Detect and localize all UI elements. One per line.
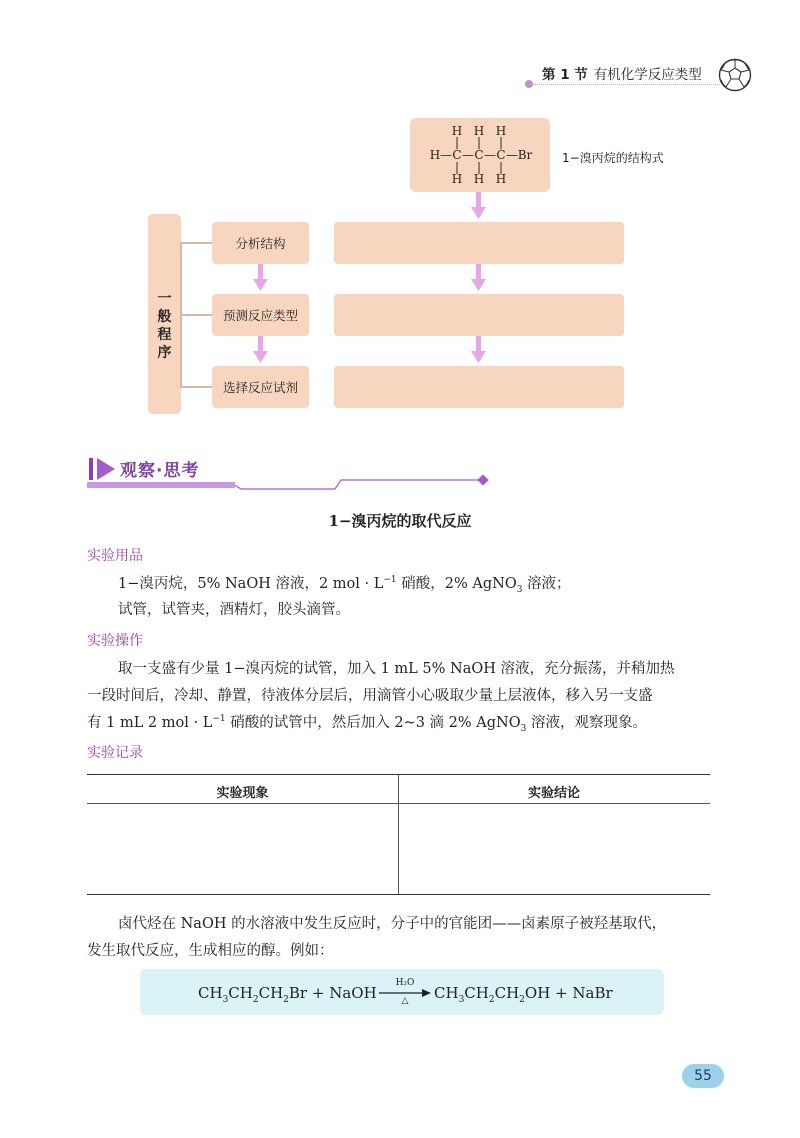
record-heading: 实验记录	[87, 745, 143, 761]
atom-c-2: C	[474, 148, 484, 162]
eq-r-sub2-b: 2	[283, 995, 289, 1005]
connector-2	[180, 314, 212, 316]
materials-heading: 实验用品	[87, 548, 143, 564]
equation-products	[434, 984, 613, 1005]
operation-line-3-sub: 3	[520, 723, 527, 734]
atom-br: Br	[517, 148, 533, 162]
atom-h-top-2: H	[473, 124, 485, 138]
eq-r-ch2-a: CH	[228, 984, 253, 1002]
eq-p-sub3: 3	[458, 995, 465, 1005]
materials-line-1-b: 硝酸，2% AgNO	[396, 576, 517, 592]
label-char-2: 般	[157, 309, 172, 325]
eq-p-ch3: CH	[434, 984, 459, 1002]
atom-h-top-3: H	[495, 124, 507, 138]
eq-plus-2: +	[550, 984, 573, 1002]
bond-h-2: —	[462, 148, 474, 162]
atom-h-bot-3: H	[495, 172, 507, 186]
section-title: 有机化学反应类型	[593, 67, 702, 83]
operation-line-1: 取一支盛有少量 1−溴丙烷的试管，加入 1 mL 5% NaOH 溶液，充分振荡，并稍加热	[118, 661, 675, 677]
eq-r-br: Br	[288, 984, 308, 1002]
arrow-left-1	[253, 264, 268, 291]
eq-nabr: NaBr	[572, 984, 613, 1002]
materials-line-1-sup: −1	[383, 575, 397, 586]
eq-condition-heat: △	[401, 996, 409, 1006]
paragraph-line-2: 发生取代反应，生成相应的醇。例如：	[87, 943, 334, 959]
general-procedure-label	[148, 290, 181, 362]
connector-3	[180, 386, 212, 388]
experiment-title: 1−溴丙烷的取代反应	[328, 512, 472, 530]
atom-c-1: C	[452, 148, 462, 162]
operation-heading: 实验操作	[87, 633, 143, 649]
equation-reactants	[198, 984, 377, 1005]
fullerene-icon	[718, 58, 752, 92]
bond-v-6: |	[498, 160, 504, 174]
col-header-phenomenon: 实验现象	[216, 786, 269, 801]
atom-h-bot-2: H	[473, 172, 485, 186]
step-choose-reagent: 选择反应试剂	[212, 366, 309, 408]
connector-1	[180, 242, 212, 244]
atom-h-top-1: H	[451, 124, 463, 138]
structure-caption: 1−溴丙烷的结构式	[562, 151, 664, 165]
label-char-4: 序	[157, 345, 172, 361]
materials-line-1-c: 溶液；	[522, 576, 571, 592]
eq-p-sub2-a: 2	[488, 995, 495, 1005]
eq-plus-1: +	[307, 984, 330, 1002]
eq-p-ch2-a: CH	[464, 984, 489, 1002]
answer-box-3	[334, 366, 624, 408]
eq-r-ch2-b: CH	[258, 984, 284, 1002]
operation-line-3-c: 溶液，观察现象。	[526, 715, 647, 731]
materials-line-1	[118, 572, 571, 595]
section-title-observe-think: 观察·思考	[120, 461, 200, 481]
bond-v-5: |	[476, 160, 482, 174]
arrow-right-1	[471, 264, 486, 291]
bond-v-1: |	[454, 135, 460, 149]
materials-line-1-a: 1−溴丙烷，5% NaOH 溶液，2 mol · L	[118, 576, 384, 592]
header-rule	[530, 84, 720, 85]
eq-p-ch2-b: CH	[494, 984, 520, 1002]
bond-v-4: |	[454, 160, 460, 174]
eq-p-sub2-b: 2	[519, 995, 525, 1005]
label-char-3: 程	[157, 327, 172, 343]
eq-condition-water: H₂O	[395, 978, 415, 988]
bond-v-2: |	[476, 135, 482, 149]
arrow-struct-down	[471, 192, 486, 219]
arrow-left-2	[253, 336, 268, 363]
chapter-header	[542, 63, 702, 83]
eq-r-sub2-a: 2	[252, 995, 259, 1005]
eq-p-oh: OH	[524, 984, 551, 1002]
eq-r-ch3: CH	[198, 984, 223, 1002]
answer-box-1	[334, 222, 624, 264]
materials-line-1-sub: 3	[516, 584, 523, 595]
materials-line-2: 试管，试管夹，酒精灯，胶头滴管。	[118, 602, 350, 618]
operation-line-2: 一段时间后，冷却、静置，待液体分层后，用滴管小心吸取少量上层液体，移入另一支盛	[87, 688, 653, 704]
eq-naoh: NaOH	[329, 984, 377, 1002]
atom-h-bot-1: H	[451, 172, 463, 186]
operation-line-3-b: 硝酸的试管中，然后加入 2~3 滴 2% AgNO	[225, 715, 521, 731]
propyl-bromide-structure	[410, 118, 550, 192]
operation-line-3	[87, 711, 647, 734]
arrow-right-2	[471, 336, 486, 363]
paragraph-line-1: 卤代烃在 NaOH 的水溶液中发生反应时，分子中的官能团——卤素原子被羟基取代，	[118, 916, 667, 932]
table-bottom-rule	[87, 894, 710, 895]
atom-h-left: H	[429, 148, 441, 162]
bond-h-1: —	[440, 148, 452, 162]
bond-v-3: |	[498, 135, 504, 149]
col-header-conclusion: 实验结论	[527, 786, 580, 801]
operation-line-3-a: 有 1 mL 2 mol · L	[87, 715, 213, 731]
operation-line-3-sup: −1	[212, 714, 226, 725]
page-number: 55	[682, 1064, 724, 1088]
answer-box-2	[334, 294, 624, 336]
step-analyze-structure: 分析结构	[212, 222, 309, 264]
bond-h-3: —	[484, 148, 496, 162]
atom-c-3: C	[496, 148, 506, 162]
bond-h-4: —	[506, 148, 518, 162]
label-char-1: 一	[157, 291, 172, 307]
section-number: 第 1 节	[542, 67, 588, 83]
eq-r-sub3: 3	[222, 995, 229, 1005]
step-predict-reaction: 预测反应类型	[212, 294, 309, 336]
